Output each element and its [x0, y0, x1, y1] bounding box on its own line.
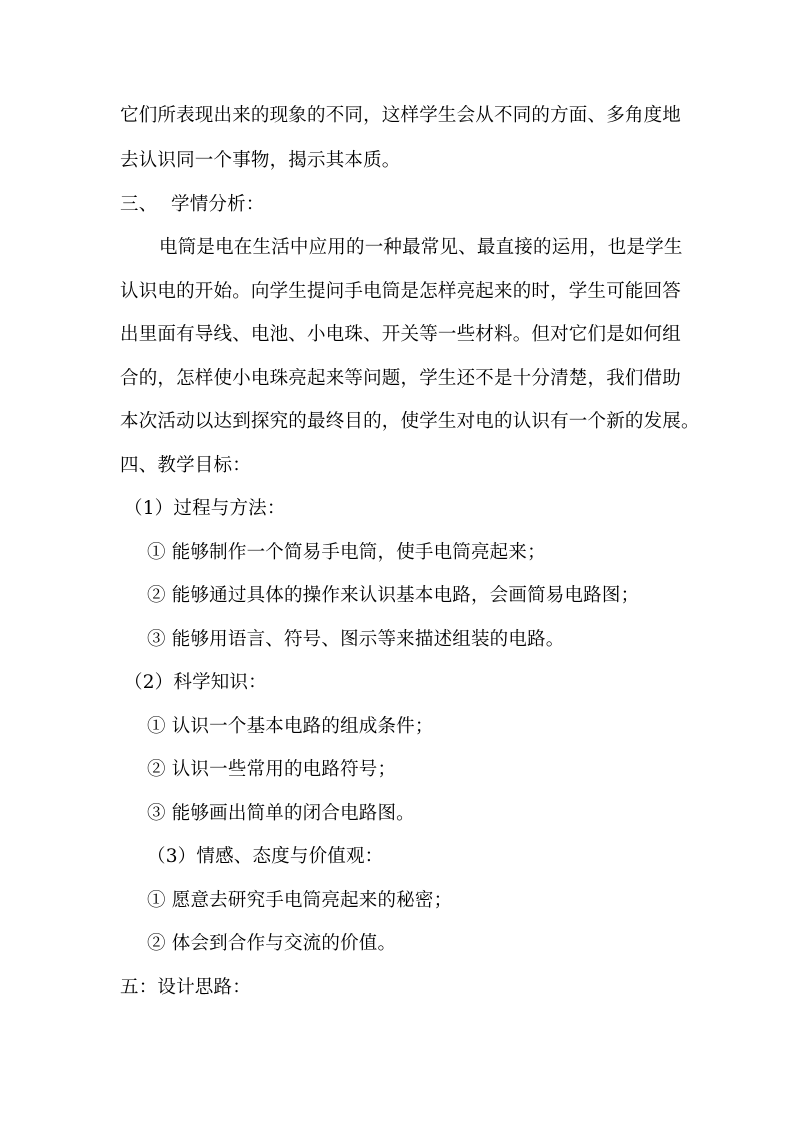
list-item: ③ 能够用语言、符号、图示等来描述组装的电路。: [147, 629, 565, 650]
subsection-heading: （1）过程与方法：: [124, 498, 286, 519]
paragraph-line: 本次活动以达到探究的最终目的，使学生对电的认识有一个新的发展。: [120, 411, 700, 432]
section-heading: 学情分析：: [171, 194, 265, 215]
list-item: ② 体会到合作与交流的价值。: [147, 933, 397, 954]
list-item: ① 认识一个基本电路的组成条件；: [147, 716, 434, 737]
section-heading: 五：设计思路：: [120, 977, 251, 998]
paragraph-line: 它们所表现出来的现象的不同，这样学生会从不同的方面、多角度地: [120, 105, 682, 126]
subsection-heading: （2）科学知识：: [124, 672, 267, 693]
paragraph-line: 认识电的开始。向学生提问手电筒是怎样亮起来的时，学生可能回答: [120, 281, 682, 302]
paragraph-line: 出里面有导线、电池、小电珠、开关等一些材料。但对它们是如何组: [120, 324, 682, 345]
paragraph-line: 去认识同一个事物，揭示其本质。: [120, 150, 401, 171]
section-heading-prefix: 三、: [120, 194, 158, 215]
paragraph-line: 合的，怎样使小电珠亮起来等问题，学生还不是十分清楚，我们借助: [120, 368, 682, 389]
list-item: ① 能够制作一个简易手电筒，使手电筒亮起来；: [147, 542, 546, 563]
list-item: ② 认识一些常用的电路符号；: [147, 759, 397, 780]
section-heading: 四、教学目标：: [120, 455, 251, 476]
paragraph-line: 电筒是电在生活中应用的一种最常见、最直接的运用，也是学生: [159, 237, 683, 258]
list-item: ① 愿意去研究手电筒亮起来的秘密；: [147, 890, 453, 911]
list-item: ② 能够通过具体的操作来认识基本电路，会画简易电路图；: [147, 585, 640, 606]
list-item: ③ 能够画出简单的闭合电路图。: [147, 803, 415, 824]
subsection-heading: （3）情感、态度与价值观：: [147, 846, 384, 867]
